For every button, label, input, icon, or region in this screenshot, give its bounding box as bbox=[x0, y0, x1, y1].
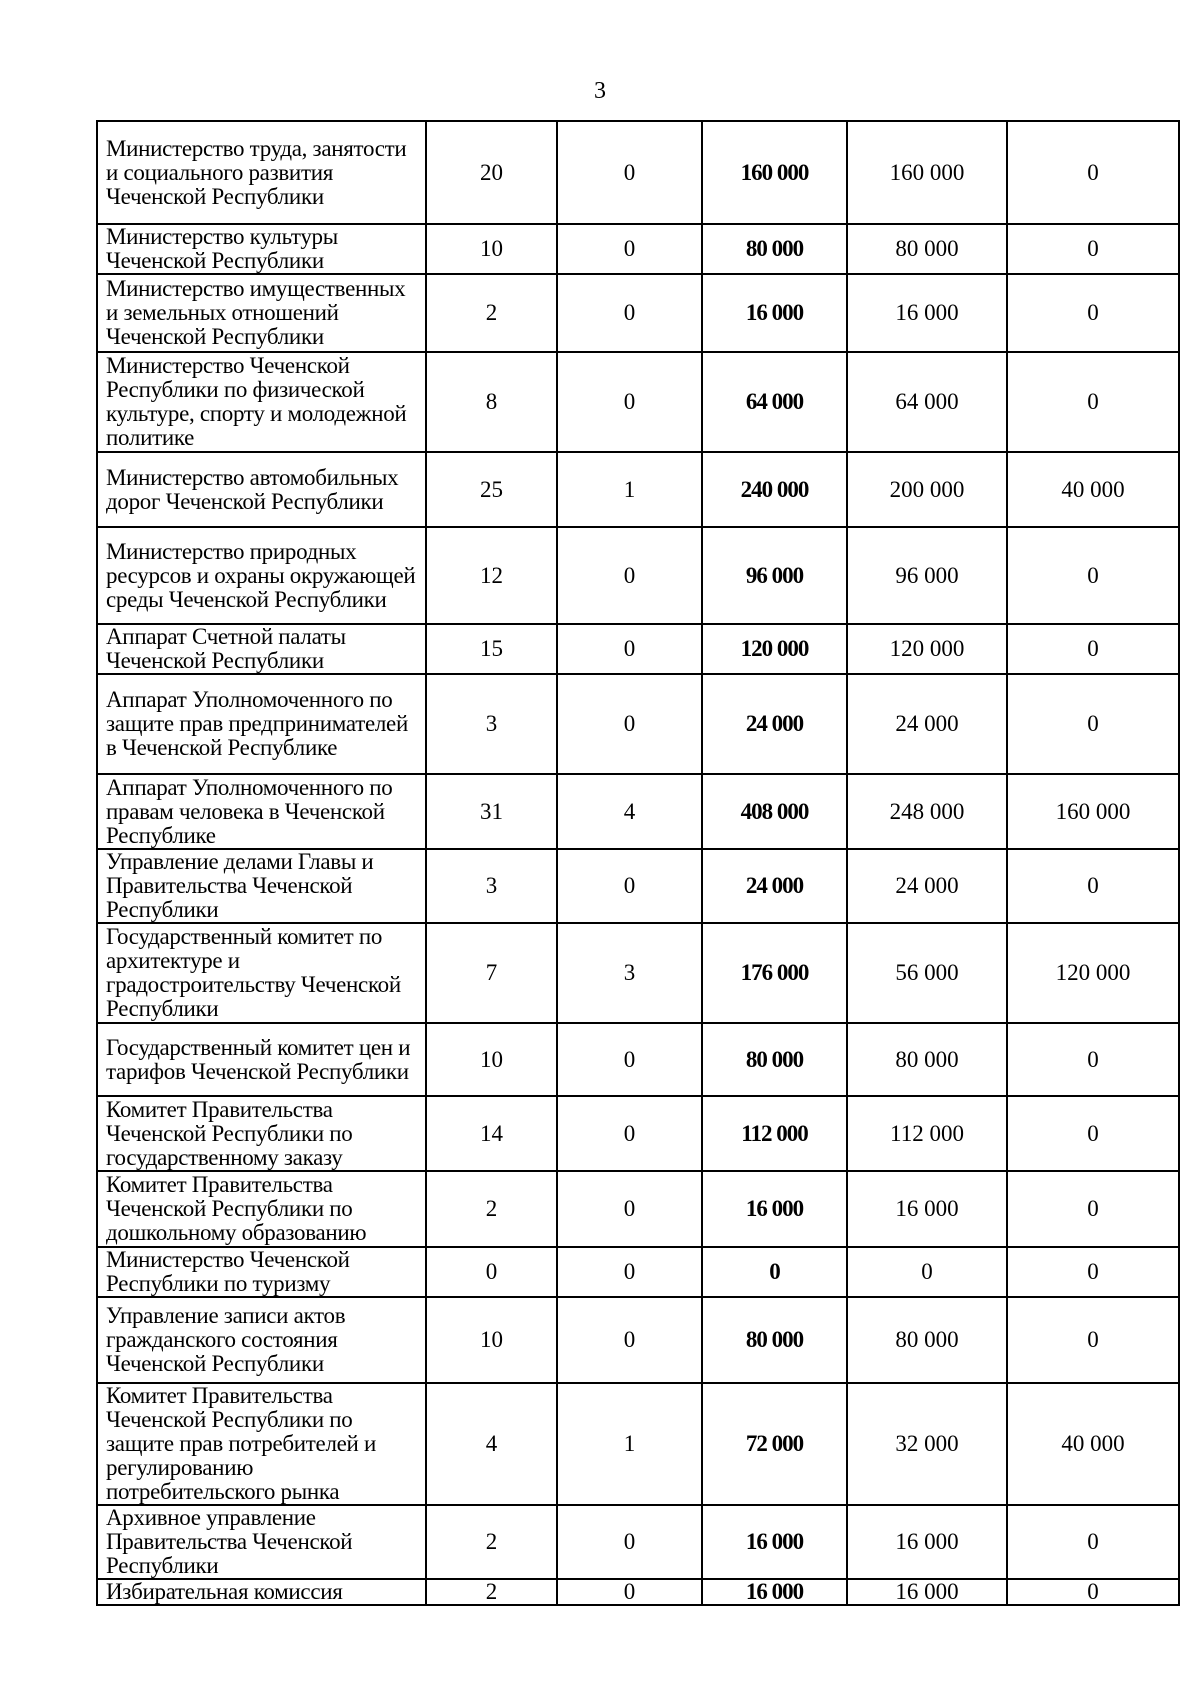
amount-cell: 96 000 bbox=[847, 527, 1007, 624]
amount-cell: 160 000 bbox=[1007, 774, 1179, 849]
count-cell: 7 bbox=[426, 923, 557, 1023]
count-cell: 2 bbox=[426, 274, 557, 352]
table-row bbox=[97, 274, 1179, 352]
organization-name: Архивное управление Правительства Чеченской Республики bbox=[97, 1505, 426, 1579]
table-row bbox=[97, 923, 1179, 1023]
table-row bbox=[97, 674, 1179, 774]
amount-cell: 0 bbox=[1007, 274, 1179, 352]
amount-cell: 16 000 bbox=[847, 1579, 1007, 1605]
amount-cell: 0 bbox=[1007, 1171, 1179, 1247]
amount-cell: 40 000 bbox=[1007, 1383, 1179, 1505]
amount-cell: 64 000 bbox=[847, 352, 1007, 452]
amount-cell: 24 000 bbox=[847, 849, 1007, 923]
total-amount-cell: 16 000 bbox=[702, 1505, 847, 1579]
count-cell: 10 bbox=[426, 224, 557, 274]
allocation-table bbox=[96, 120, 1180, 1606]
count-cell: 0 bbox=[557, 274, 702, 352]
total-amount-cell: 16 000 bbox=[702, 1579, 847, 1605]
organization-name: Государственный комитет по архитектуре и градостроительству Чеченской Республики bbox=[97, 923, 426, 1023]
amount-cell: 0 bbox=[1007, 1297, 1179, 1383]
count-cell: 0 bbox=[557, 1171, 702, 1247]
total-amount-cell: 96 000 bbox=[702, 527, 847, 624]
count-cell: 0 bbox=[426, 1247, 557, 1297]
count-cell: 1 bbox=[557, 1383, 702, 1505]
amount-cell: 16 000 bbox=[847, 1171, 1007, 1247]
count-cell: 0 bbox=[557, 352, 702, 452]
amount-cell: 0 bbox=[1007, 1023, 1179, 1096]
amount-cell: 0 bbox=[1007, 624, 1179, 674]
count-cell: 0 bbox=[557, 1297, 702, 1383]
amount-cell: 24 000 bbox=[847, 674, 1007, 774]
amount-cell: 0 bbox=[1007, 352, 1179, 452]
count-cell: 8 bbox=[426, 352, 557, 452]
count-cell: 31 bbox=[426, 774, 557, 849]
count-cell: 2 bbox=[426, 1171, 557, 1247]
total-amount-cell: 176 000 bbox=[702, 923, 847, 1023]
amount-cell: 16 000 bbox=[847, 1505, 1007, 1579]
count-cell: 14 bbox=[426, 1096, 557, 1171]
table-row bbox=[97, 1023, 1179, 1096]
count-cell: 0 bbox=[557, 1023, 702, 1096]
table-body bbox=[97, 121, 1179, 1605]
count-cell: 10 bbox=[426, 1023, 557, 1096]
organization-name: Министерство культуры Чеченской Республики bbox=[97, 224, 426, 274]
amount-cell: 16 000 bbox=[847, 274, 1007, 352]
total-amount-cell: 80 000 bbox=[702, 1297, 847, 1383]
table-row bbox=[97, 224, 1179, 274]
count-cell: 1 bbox=[557, 452, 702, 527]
amount-cell: 0 bbox=[1007, 527, 1179, 624]
total-amount-cell: 120 000 bbox=[702, 624, 847, 674]
amount-cell: 0 bbox=[1007, 1247, 1179, 1297]
total-amount-cell: 72 000 bbox=[702, 1383, 847, 1505]
table-row bbox=[97, 1297, 1179, 1383]
count-cell: 0 bbox=[557, 527, 702, 624]
count-cell: 0 bbox=[557, 849, 702, 923]
total-amount-cell: 80 000 bbox=[702, 224, 847, 274]
count-cell: 0 bbox=[557, 1505, 702, 1579]
total-amount-cell: 240 000 bbox=[702, 452, 847, 527]
organization-name: Министерство Чеченской Республики по физической культуре, спорту и молодежной политике bbox=[97, 352, 426, 452]
organization-name: Комитет Правительства Чеченской Республики по защите прав потребителей и регулированию потребительского рынка bbox=[97, 1383, 426, 1505]
organization-name: Аппарат Уполномоченного по правам человека в Чеченской Республике bbox=[97, 774, 426, 849]
amount-cell: 0 bbox=[1007, 849, 1179, 923]
total-amount-cell: 16 000 bbox=[702, 274, 847, 352]
amount-cell: 120 000 bbox=[1007, 923, 1179, 1023]
count-cell: 15 bbox=[426, 624, 557, 674]
count-cell: 0 bbox=[557, 224, 702, 274]
amount-cell: 112 000 bbox=[847, 1096, 1007, 1171]
total-amount-cell: 64 000 bbox=[702, 352, 847, 452]
table-row bbox=[97, 121, 1179, 224]
total-amount-cell: 160 000 bbox=[702, 121, 847, 224]
count-cell: 0 bbox=[557, 1579, 702, 1605]
table-row bbox=[97, 1171, 1179, 1247]
organization-name: Комитет Правительства Чеченской Республики по государственному заказу bbox=[97, 1096, 426, 1171]
amount-cell: 0 bbox=[847, 1247, 1007, 1297]
organization-name: Министерство труда, занятости и социального развития Чеченской Республики bbox=[97, 121, 426, 224]
count-cell: 3 bbox=[426, 674, 557, 774]
total-amount-cell: 80 000 bbox=[702, 1023, 847, 1096]
count-cell: 12 bbox=[426, 527, 557, 624]
table-row bbox=[97, 774, 1179, 849]
amount-cell: 0 bbox=[1007, 674, 1179, 774]
table-row bbox=[97, 624, 1179, 674]
table-row bbox=[97, 1383, 1179, 1505]
amount-cell: 160 000 bbox=[847, 121, 1007, 224]
table-row bbox=[97, 352, 1179, 452]
amount-cell: 0 bbox=[1007, 1096, 1179, 1171]
table-row bbox=[97, 849, 1179, 923]
amount-cell: 56 000 bbox=[847, 923, 1007, 1023]
count-cell: 4 bbox=[426, 1383, 557, 1505]
count-cell: 0 bbox=[557, 674, 702, 774]
amount-cell: 0 bbox=[1007, 224, 1179, 274]
organization-name: Министерство автомобильных дорог Чеченской Республики bbox=[97, 452, 426, 527]
table-row bbox=[97, 1579, 1179, 1605]
amount-cell: 200 000 bbox=[847, 452, 1007, 527]
organization-name: Комитет Правительства Чеченской Республики по дошкольному образованию bbox=[97, 1171, 426, 1247]
organization-name: Министерство природных ресурсов и охраны окружающей среды Чеченской Республики bbox=[97, 527, 426, 624]
amount-cell: 40 000 bbox=[1007, 452, 1179, 527]
organization-name: Аппарат Уполномоченного по защите прав предпринимателей в Чеченской Республике bbox=[97, 674, 426, 774]
organization-name: Государственный комитет цен и тарифов Чеченской Республики bbox=[97, 1023, 426, 1096]
count-cell: 10 bbox=[426, 1297, 557, 1383]
count-cell: 0 bbox=[557, 1247, 702, 1297]
count-cell: 0 bbox=[557, 624, 702, 674]
organization-name: Управление записи актов гражданского состояния Чеченской Республики bbox=[97, 1297, 426, 1383]
amount-cell: 0 bbox=[1007, 1505, 1179, 1579]
amount-cell: 120 000 bbox=[847, 624, 1007, 674]
organization-name: Избирательная комиссия bbox=[97, 1579, 426, 1605]
amount-cell: 0 bbox=[1007, 121, 1179, 224]
amount-cell: 0 bbox=[1007, 1579, 1179, 1605]
amount-cell: 248 000 bbox=[847, 774, 1007, 849]
organization-name: Министерство имущественных и земельных отношений Чеченской Республики bbox=[97, 274, 426, 352]
total-amount-cell: 16 000 bbox=[702, 1171, 847, 1247]
total-amount-cell: 0 bbox=[702, 1247, 847, 1297]
count-cell: 0 bbox=[557, 121, 702, 224]
total-amount-cell: 24 000 bbox=[702, 674, 847, 774]
amount-cell: 80 000 bbox=[847, 1297, 1007, 1383]
organization-name: Управление делами Главы и Правительства Чеченской Республики bbox=[97, 849, 426, 923]
table-row bbox=[97, 1505, 1179, 1579]
count-cell: 20 bbox=[426, 121, 557, 224]
count-cell: 2 bbox=[426, 1505, 557, 1579]
count-cell: 25 bbox=[426, 452, 557, 527]
table-row bbox=[97, 527, 1179, 624]
total-amount-cell: 408 000 bbox=[702, 774, 847, 849]
total-amount-cell: 24 000 bbox=[702, 849, 847, 923]
table-row bbox=[97, 452, 1179, 527]
amount-cell: 80 000 bbox=[847, 224, 1007, 274]
amount-cell: 32 000 bbox=[847, 1383, 1007, 1505]
count-cell: 3 bbox=[426, 849, 557, 923]
count-cell: 4 bbox=[557, 774, 702, 849]
count-cell: 2 bbox=[426, 1579, 557, 1605]
count-cell: 0 bbox=[557, 1096, 702, 1171]
organization-name: Аппарат Счетной палаты Чеченской Республики bbox=[97, 624, 426, 674]
table-row bbox=[97, 1096, 1179, 1171]
organization-name: Министерство Чеченской Республики по туризму bbox=[97, 1247, 426, 1297]
count-cell: 3 bbox=[557, 923, 702, 1023]
page-number: 3 bbox=[594, 78, 606, 104]
total-amount-cell: 112 000 bbox=[702, 1096, 847, 1171]
table-row bbox=[97, 1247, 1179, 1297]
amount-cell: 80 000 bbox=[847, 1023, 1007, 1096]
